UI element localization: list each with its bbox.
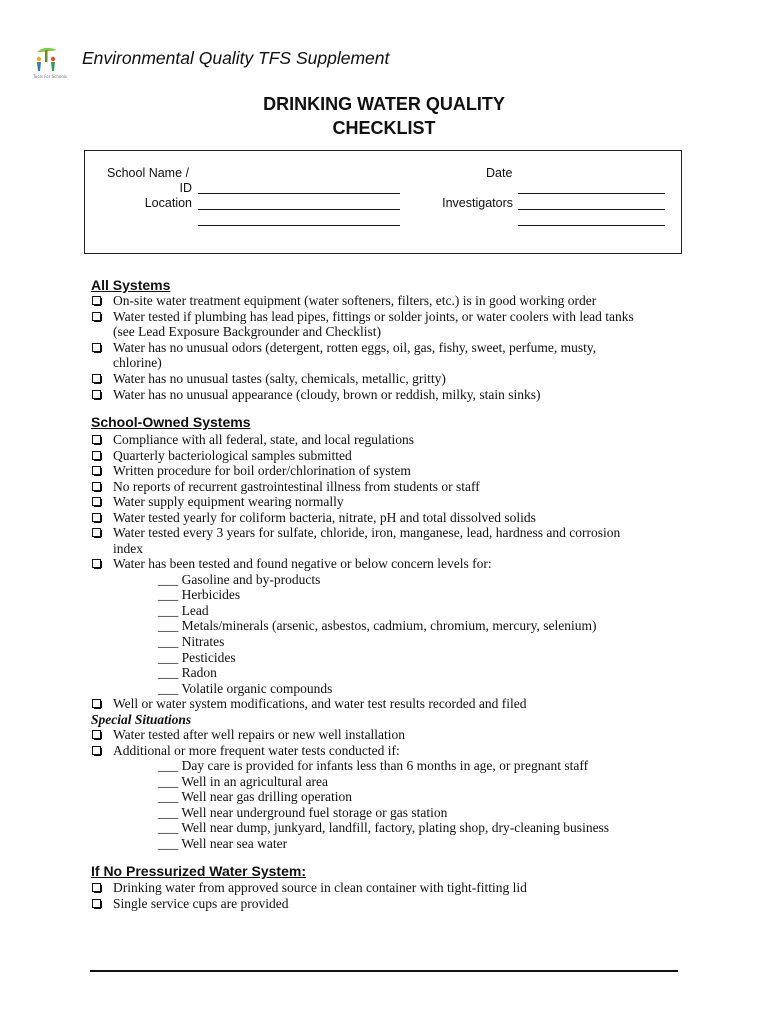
checkbox-icon[interactable] xyxy=(92,730,101,739)
location-field[interactable] xyxy=(198,209,400,210)
checklist-item[interactable]: Additional or more frequent water tests conducted if: xyxy=(0,743,768,759)
location-field-line2[interactable] xyxy=(198,225,400,226)
checklist-item[interactable]: Water has no unusual odors (detergent, rotten eggs, oil, gas, fishy, sweet, perfume, musty, xyxy=(0,340,768,356)
checkbox-icon[interactable] xyxy=(92,451,101,460)
checklist-item[interactable]: On-site water treatment equipment (water softeners, filters, etc.) is in good working order xyxy=(0,293,768,309)
checklist-item[interactable]: Written procedure for boil order/chlorination of system xyxy=(0,463,768,479)
logo-caption: Tools For Schools xyxy=(33,74,68,79)
condition-item[interactable]: ___ Well near dump, junkyard, landfill, factory, plating shop, dry-cleaning business xyxy=(158,820,610,835)
checklist-item-continuation: index xyxy=(113,541,143,556)
checkbox-icon[interactable] xyxy=(92,899,101,908)
contaminant-item[interactable]: ___ Herbicides xyxy=(158,587,241,602)
checkbox-icon[interactable] xyxy=(92,559,101,568)
condition-item[interactable]: ___ Well near underground fuel storage or gas station xyxy=(158,805,448,820)
checkbox-icon[interactable] xyxy=(92,312,101,321)
header-title: Environmental Quality TFS Supplement xyxy=(82,48,390,68)
contaminant-item[interactable]: ___ Gasoline and by-products xyxy=(158,572,321,587)
checklist-item[interactable]: Water supply equipment wearing normally xyxy=(0,494,768,510)
checkbox-icon[interactable] xyxy=(92,435,101,444)
tfs-logo xyxy=(33,45,68,85)
school-id-label: ID xyxy=(179,181,192,195)
checklist-item[interactable]: Water has no unusual appearance (cloudy, brown or reddish, milky, stain sinks) xyxy=(0,387,768,403)
checklist-item[interactable]: Water tested yearly for coliform bacteria, nitrate, pH and total dissolved solids xyxy=(0,510,768,526)
checklist-item[interactable]: Quarterly bacteriological samples submitted xyxy=(0,448,768,464)
checklist-item[interactable]: Water has no unusual tastes (salty, chemicals, metallic, gritty) xyxy=(0,371,768,387)
school-name-label: School Name / xyxy=(107,166,189,180)
checklist-item[interactable]: Drinking water from approved source in clean container with tight-fitting lid xyxy=(0,880,768,896)
checkbox-icon[interactable] xyxy=(92,390,101,399)
tfs-logo-graphic xyxy=(33,45,63,85)
checkbox-icon[interactable] xyxy=(92,374,101,383)
checklist-item-continuation: chlorine) xyxy=(113,355,162,370)
contaminant-item[interactable]: ___ Metals/minerals (arsenic, asbestos, cadmium, chromium, mercury, selenium) xyxy=(158,618,597,633)
special-situations-heading: Special Situations xyxy=(91,712,192,727)
checkbox-icon[interactable] xyxy=(92,296,101,305)
section-title-school-owned: School-Owned Systems xyxy=(91,414,251,430)
investigators-label: Investigators xyxy=(442,196,513,210)
contaminant-item[interactable]: ___ Pesticides xyxy=(158,650,236,665)
school-name-field[interactable] xyxy=(198,193,400,194)
condition-item[interactable]: ___ Day care is provided for infants less than 6 months in age, or pregnant staff xyxy=(158,758,589,773)
contaminant-item[interactable]: ___ Volatile organic compounds xyxy=(158,681,333,696)
document-title-line2: CHECKLIST xyxy=(332,118,436,138)
contaminant-item[interactable]: ___ Nitrates xyxy=(158,634,225,649)
footer-rule xyxy=(90,970,678,972)
condition-item[interactable]: ___ Well near gas drilling operation xyxy=(158,789,352,804)
checklist-item[interactable]: Water tested if plumbing has lead pipes, fittings or solder joints, or water coolers with lead tanks xyxy=(0,309,768,325)
checkbox-icon[interactable] xyxy=(92,482,101,491)
checklist-item[interactable]: Well or water system modifications, and water test results recorded and filed xyxy=(0,696,768,712)
checkbox-icon[interactable] xyxy=(92,513,101,522)
checkbox-icon[interactable] xyxy=(92,883,101,892)
document-title-line1: DRINKING WATER QUALITY xyxy=(263,94,505,114)
checkbox-icon[interactable] xyxy=(92,746,101,755)
checklist-item[interactable]: Water tested every 3 years for sulfate, chloride, iron, manganese, lead, hardness and corrosion xyxy=(0,525,768,541)
location-label: Location xyxy=(144,196,192,210)
contaminant-item[interactable]: ___ Lead xyxy=(158,603,209,618)
condition-item[interactable]: ___ Well near sea water xyxy=(158,836,288,851)
date-label: Date xyxy=(486,166,513,180)
checkbox-icon[interactable] xyxy=(92,497,101,506)
date-field[interactable] xyxy=(518,193,665,194)
investigators-field[interactable] xyxy=(518,209,665,210)
checklist-item-continuation: (see Lead Exposure Backgrounder and Checklist) xyxy=(113,324,382,339)
contaminant-item[interactable]: ___ Radon xyxy=(158,665,217,680)
checklist-item[interactable]: Water has been tested and found negative or below concern levels for: xyxy=(0,556,768,572)
checkbox-icon[interactable] xyxy=(92,343,101,352)
checklist-item[interactable]: Water tested after well repairs or new well installation xyxy=(0,727,768,743)
condition-item[interactable]: ___ Well in an agricultural area xyxy=(158,774,328,789)
document-title xyxy=(0,92,768,140)
checkbox-icon[interactable] xyxy=(92,528,101,537)
section-title-no-pressurized: If No Pressurized Water System: xyxy=(91,863,306,879)
checkbox-icon[interactable] xyxy=(92,466,101,475)
checkbox-icon[interactable] xyxy=(92,699,101,708)
checklist-item[interactable]: No reports of recurrent gastrointestinal illness from students or staff xyxy=(0,479,768,495)
checklist-item[interactable]: Single service cups are provided xyxy=(0,896,768,912)
checklist-item[interactable]: Compliance with all federal, state, and local regulations xyxy=(0,432,768,448)
investigators-field-line2[interactable] xyxy=(518,225,665,226)
section-title-all-systems: All Systems xyxy=(91,277,171,293)
